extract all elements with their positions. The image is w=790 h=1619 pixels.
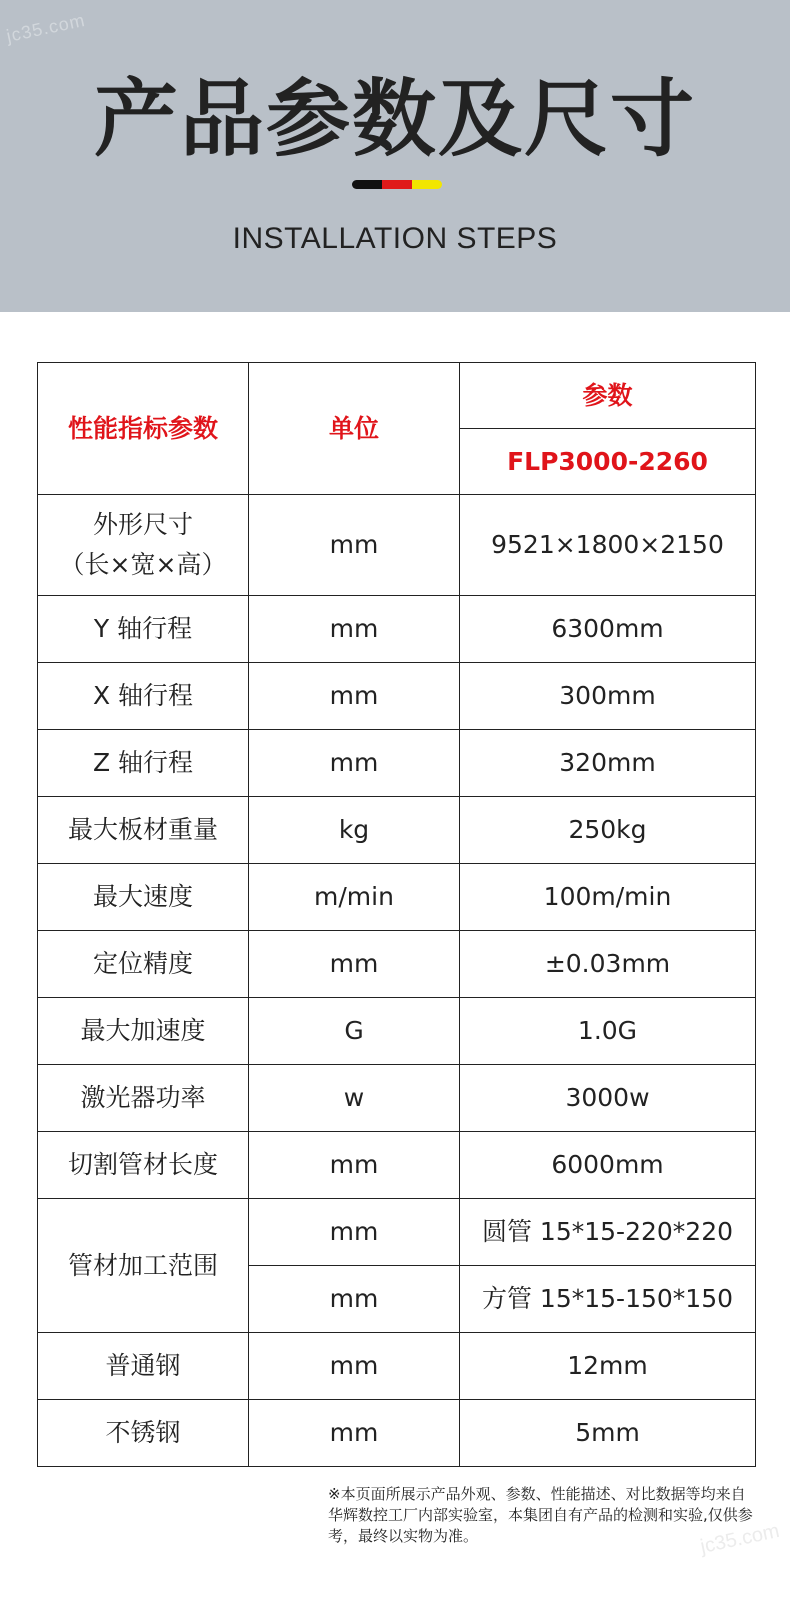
table-row (38, 797, 756, 864)
table-row (38, 1400, 756, 1467)
row-value: 圆管 15*15-220*220 (460, 1199, 756, 1266)
header-unit: 单位 (249, 363, 460, 495)
watermark-text: jc35.com (4, 9, 88, 47)
divider-red-segment (382, 180, 412, 189)
row-name: Y 轴行程 (38, 596, 249, 663)
table-row (38, 931, 756, 998)
row-unit: mm (249, 1266, 460, 1333)
header-banner (0, 0, 790, 312)
table-row (38, 1132, 756, 1199)
table-row (38, 864, 756, 931)
row-unit: G (249, 998, 460, 1065)
row-unit: mm (249, 495, 460, 596)
header-param-name: 性能指标参数 (38, 363, 249, 495)
table-row (38, 663, 756, 730)
row-unit: kg (249, 797, 460, 864)
row-name (38, 495, 249, 596)
header-model: FLP3000-2260 (460, 429, 756, 495)
row-value: 300mm (460, 663, 756, 730)
divider-black-segment (352, 180, 382, 189)
row-name: 切割管材长度 (38, 1132, 249, 1199)
row-name-line2: （长×宽×高） (59, 550, 227, 579)
row-unit: mm (249, 1333, 460, 1400)
row-unit: mm (249, 931, 460, 998)
table-row (38, 1333, 756, 1400)
row-value: 1.0G (460, 998, 756, 1065)
row-value: 12mm (460, 1333, 756, 1400)
table-row (38, 730, 756, 797)
row-unit: m/min (249, 864, 460, 931)
row-value: 6300mm (460, 596, 756, 663)
row-value: 3000w (460, 1065, 756, 1132)
tricolor-divider (352, 180, 442, 189)
row-name: 普通钢 (38, 1333, 249, 1400)
footer-watermark: jc35.com (698, 1519, 782, 1559)
row-name: 管材加工范围 (38, 1199, 249, 1333)
row-unit: mm (249, 1199, 460, 1266)
row-name: X 轴行程 (38, 663, 249, 730)
row-unit: mm (249, 663, 460, 730)
table-row (38, 596, 756, 663)
row-name: 激光器功率 (38, 1065, 249, 1132)
spec-table (37, 362, 756, 1467)
header-param: 参数 (460, 363, 756, 429)
page-subtitle: INSTALLATION STEPS (232, 222, 558, 255)
row-value: 6000mm (460, 1132, 756, 1199)
table-header-row (38, 363, 756, 429)
row-name: 最大板材重量 (38, 797, 249, 864)
disclaimer-note: ※本页面所展示产品外观、参数、性能描述、对比数据等均来自华辉数控工厂内部实验室，本集团自有产品的检测和实验,仅供参考，最终以实物为准。 (328, 1485, 753, 1545)
row-value: 5mm (460, 1400, 756, 1467)
table-row (38, 1065, 756, 1132)
divider-yellow-segment (412, 180, 442, 189)
row-value: 100m/min (460, 864, 756, 931)
row-value: ±0.03mm (460, 931, 756, 998)
row-name: 不锈钢 (38, 1400, 249, 1467)
page-title: 产品参数及尺寸 (93, 70, 696, 168)
table-row (38, 998, 756, 1065)
table-row (38, 495, 756, 596)
row-name: 最大速度 (38, 864, 249, 931)
row-unit: mm (249, 1400, 460, 1467)
row-name-line1: 外形尺寸 (92, 510, 193, 539)
row-name: 最大加速度 (38, 998, 249, 1065)
table-row (38, 1199, 756, 1266)
row-unit: w (249, 1065, 460, 1132)
row-name: 定位精度 (38, 931, 249, 998)
row-unit: mm (249, 596, 460, 663)
row-value: 方管 15*15-150*150 (460, 1266, 756, 1333)
row-value: 250kg (460, 797, 756, 864)
row-unit: mm (249, 730, 460, 797)
row-value: 320mm (460, 730, 756, 797)
row-unit: mm (249, 1132, 460, 1199)
row-name: Z 轴行程 (38, 730, 249, 797)
row-value: 9521×1800×2150 (460, 495, 756, 596)
